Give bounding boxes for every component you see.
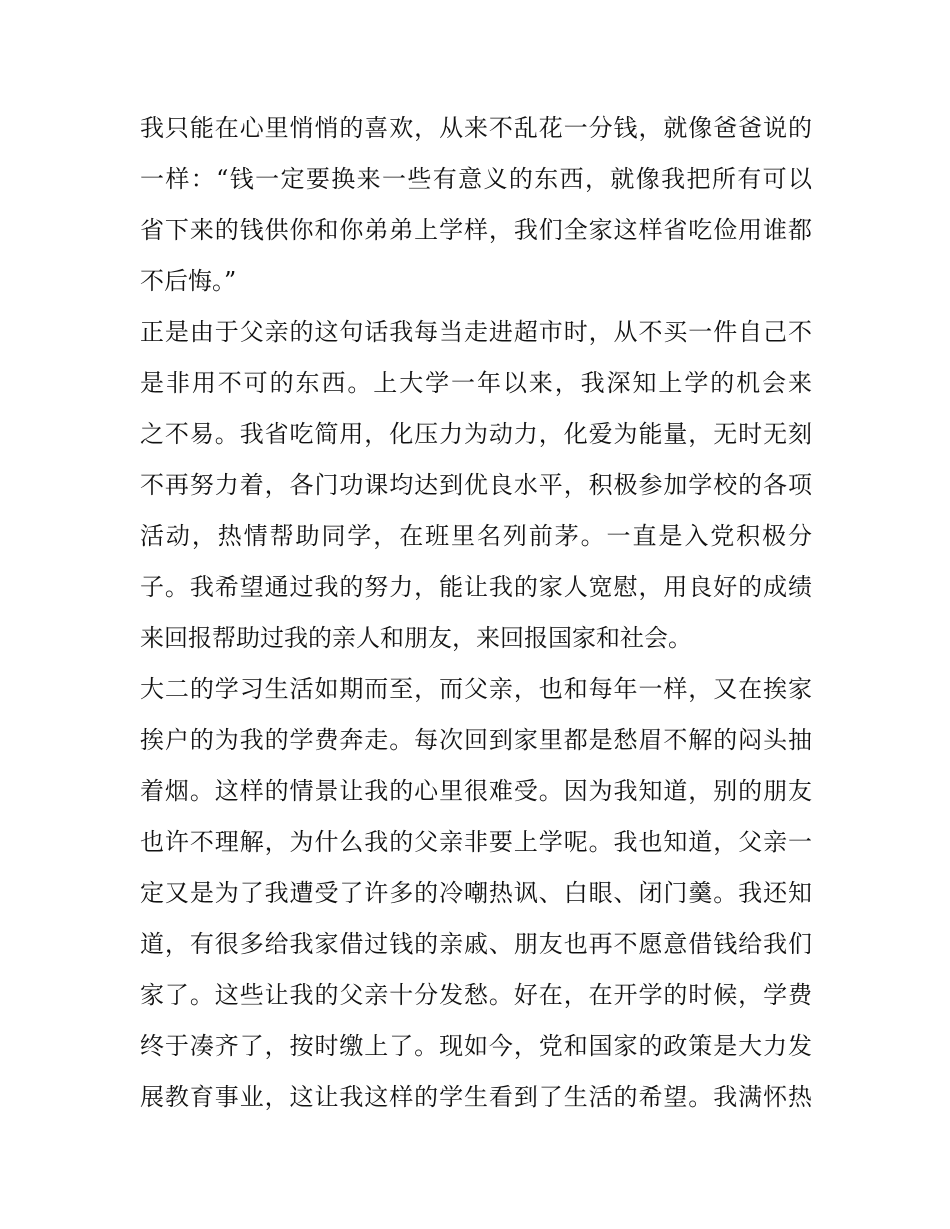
text-line: 来回报帮助过我的亲人和朋友，来回报国家和社会。 <box>140 624 692 652</box>
text-line: 子。我希望通过我的努力，能让我的家人宽慰，用良好的成绩 <box>140 573 812 601</box>
text-line: 不后悔。” <box>140 267 237 295</box>
paragraph-3 <box>140 664 812 1123</box>
text-line: 定又是为了我遭受了许多的冷嘲热讽、白眼、闭门羹。我还知 <box>140 879 812 907</box>
paragraph-2 <box>140 307 812 664</box>
document-body <box>140 103 812 1123</box>
text-line: 终于凑齐了，按时缴上了。现如今，党和国家的政策是大力发 <box>140 1032 812 1060</box>
text-line: 展教育事业，这让我这样的学生看到了生活的希望。我满怀热 <box>140 1083 812 1111</box>
text-line: 也许不理解，为什么我的父亲非要上学呢。我也知道，父亲一 <box>140 828 812 856</box>
paragraph-1 <box>140 103 812 307</box>
text-line: 之不易。我省吃简用，化压力为动力，化爱为能量，无时无刻 <box>140 420 812 448</box>
text-line: 正是由于父亲的这句话我每当走进超市时，从不买一件自己不 <box>140 318 812 346</box>
text-line: 是非用不可的东西。上大学一年以来，我深知上学的机会来 <box>140 369 812 397</box>
text-line: 家了。这些让我的父亲十分发愁。好在，在开学的时候，学费 <box>140 981 812 1009</box>
text-line: 不再努力着，各门功课均达到优良水平，积极参加学校的各项 <box>140 471 812 499</box>
text-line: 大二的学习生活如期而至，而父亲，也和每年一样，又在挨家 <box>140 675 812 703</box>
text-line: 我只能在心里悄悄的喜欢，从来不乱花一分钱，就像爸爸说的 <box>140 114 812 142</box>
text-line: 挨户的为我的学费奔走。每次回到家里都是愁眉不解的闷头抽 <box>140 726 812 754</box>
text-line: 省下来的钱供你和你弟弟上学样，我们全家这样省吃俭用谁都 <box>140 216 812 244</box>
text-line: 活动，热情帮助同学，在班里名列前茅。一直是入党积极分 <box>140 522 812 550</box>
text-line: 一样：“钱一定要换来一些有意义的东西，就像我把所有可以 <box>140 165 812 193</box>
text-line: 着烟。这样的情景让我的心里很难受。因为我知道，别的朋友 <box>140 777 812 805</box>
text-line: 道，有很多给我家借过钱的亲戚、朋友也再不愿意借钱给我们 <box>140 930 812 958</box>
